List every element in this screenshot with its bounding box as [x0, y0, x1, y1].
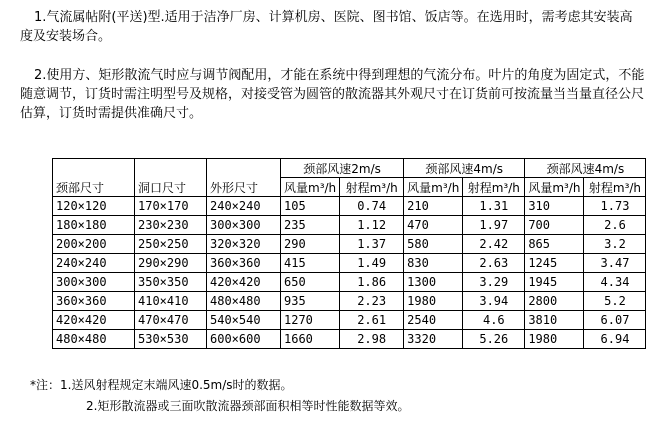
cell-range-4ms: 1.97	[463, 216, 525, 235]
cell-range-2ms: 2.23	[340, 292, 404, 311]
cell-neck-size: 480×480	[53, 330, 135, 349]
cell-flow-4ms: 470	[404, 216, 463, 235]
table-row	[53, 273, 646, 292]
cell-range-4ms-b: 6.94	[584, 330, 646, 349]
cell-hole-size: 350×350	[135, 273, 207, 292]
cell-flow-2ms: 1270	[281, 311, 340, 330]
cell-range-2ms: 1.49	[340, 254, 404, 273]
table-row	[53, 254, 646, 273]
table-row	[53, 197, 646, 216]
cell-flow-4ms-b: 865	[525, 235, 584, 254]
cell-range-2ms: 1.86	[340, 273, 404, 292]
cell-range-4ms: 4.6	[463, 311, 525, 330]
cell-flow-4ms-b: 1945	[525, 273, 584, 292]
cell-range-4ms: 3.29	[463, 273, 525, 292]
cell-flow-4ms-b: 1980	[525, 330, 584, 349]
cell-hole-size: 530×530	[135, 330, 207, 349]
cell-flow-4ms: 1980	[404, 292, 463, 311]
cell-range-4ms-b: 4.34	[584, 273, 646, 292]
cell-outer-size: 420×420	[207, 273, 281, 292]
cell-flow-4ms: 1300	[404, 273, 463, 292]
cell-hole-size: 230×230	[135, 216, 207, 235]
group-header: 颈部风速4m/s	[404, 159, 525, 178]
col-header-flow: 风量m³/h	[404, 178, 463, 197]
cell-flow-4ms: 580	[404, 235, 463, 254]
cell-flow-2ms: 415	[281, 254, 340, 273]
cell-neck-size: 240×240	[53, 254, 135, 273]
cell-hole-size: 290×290	[135, 254, 207, 273]
cell-flow-2ms: 1660	[281, 330, 340, 349]
cell-range-4ms-b: 5.2	[584, 292, 646, 311]
cell-range-2ms: 1.37	[340, 235, 404, 254]
cell-neck-size: 300×300	[53, 273, 135, 292]
col-header-range: 射程m³/h	[463, 178, 525, 197]
cell-outer-size: 360×360	[207, 254, 281, 273]
group-header: 颈部风速4m/s	[525, 159, 646, 178]
cell-range-4ms: 2.63	[463, 254, 525, 273]
col-header-hole: 洞口尺寸	[135, 159, 207, 197]
col-header-outer: 外形尺寸	[207, 159, 281, 197]
table-row	[53, 235, 646, 254]
cell-outer-size: 240×240	[207, 197, 281, 216]
cell-range-2ms: 2.61	[340, 311, 404, 330]
cell-range-4ms: 1.31	[463, 197, 525, 216]
cell-range-4ms: 5.26	[463, 330, 525, 349]
col-header-neck: 颈部尺寸	[53, 159, 135, 197]
cell-flow-2ms: 290	[281, 235, 340, 254]
cell-neck-size: 200×200	[53, 235, 135, 254]
cell-hole-size: 250×250	[135, 235, 207, 254]
spec-table	[52, 158, 646, 349]
cell-range-4ms-b: 3.47	[584, 254, 646, 273]
cell-flow-2ms: 235	[281, 216, 340, 235]
cell-range-4ms-b: 1.73	[584, 197, 646, 216]
col-header-flow: 风量m³/h	[525, 178, 584, 197]
cell-flow-2ms: 105	[281, 197, 340, 216]
col-header-flow: 风量m³/h	[281, 178, 340, 197]
cell-flow-4ms-b: 700	[525, 216, 584, 235]
cell-hole-size: 410×410	[135, 292, 207, 311]
cell-neck-size: 420×420	[53, 311, 135, 330]
table-header-row-1	[53, 159, 646, 178]
col-header-range: 射程m³/h	[340, 178, 404, 197]
table-row	[53, 216, 646, 235]
paragraph-1: 1.气流属帖附(平送)型.适用于洁净厂房、计算机房、医院、图书馆、饭店等。在选用时，需考虑其安装高度及安装场合。	[20, 10, 633, 44]
col-header-range: 射程m³/h	[584, 178, 646, 197]
cell-hole-size: 170×170	[135, 197, 207, 216]
cell-range-2ms: 2.98	[340, 330, 404, 349]
cell-flow-2ms: 935	[281, 292, 340, 311]
cell-flow-4ms: 830	[404, 254, 463, 273]
cell-outer-size: 480×480	[207, 292, 281, 311]
cell-outer-size: 540×540	[207, 311, 281, 330]
group-header: 颈部风速2m/s	[281, 159, 404, 178]
cell-range-4ms: 3.94	[463, 292, 525, 311]
cell-neck-size: 120×120	[53, 197, 135, 216]
paragraph-2: 2.使用方、矩形散流气时应与调节阀配用，才能在系统中得到理想的气流分布。叶片的角度为固定式，不能随意调节，订货时需注明型号及规格，对接受管为圆管的散流器其外观尺寸在订货前可按流量当当量直径公尺估算，订货时需提供准确尺寸。	[20, 68, 645, 121]
cell-range-2ms: 1.12	[340, 216, 404, 235]
cell-range-4ms-b: 3.2	[584, 235, 646, 254]
table-row	[53, 292, 646, 311]
table-row	[53, 311, 646, 330]
cell-flow-2ms: 650	[281, 273, 340, 292]
cell-range-4ms-b: 6.07	[584, 311, 646, 330]
cell-flow-4ms-b: 1245	[525, 254, 584, 273]
cell-range-4ms: 2.42	[463, 235, 525, 254]
cell-hole-size: 470×470	[135, 311, 207, 330]
cell-flow-4ms-b: 2800	[525, 292, 584, 311]
cell-flow-4ms: 2540	[404, 311, 463, 330]
cell-flow-4ms-b: 310	[525, 197, 584, 216]
cell-outer-size: 300×300	[207, 216, 281, 235]
footnote-1: *注：1.送风射程规定末端风速0.5m/s时的数据。	[30, 378, 293, 392]
cell-neck-size: 360×360	[53, 292, 135, 311]
cell-flow-4ms-b: 3810	[525, 311, 584, 330]
cell-flow-4ms: 210	[404, 197, 463, 216]
table-row	[53, 330, 646, 349]
cell-outer-size: 600×600	[207, 330, 281, 349]
cell-flow-4ms: 3320	[404, 330, 463, 349]
cell-range-4ms-b: 2.6	[584, 216, 646, 235]
cell-range-2ms: 0.74	[340, 197, 404, 216]
footnote-2: 2.矩形散流器或三面吹散流器颈部面积相等时性能数据等效。	[86, 399, 410, 413]
cell-outer-size: 320×320	[207, 235, 281, 254]
cell-neck-size: 180×180	[53, 216, 135, 235]
